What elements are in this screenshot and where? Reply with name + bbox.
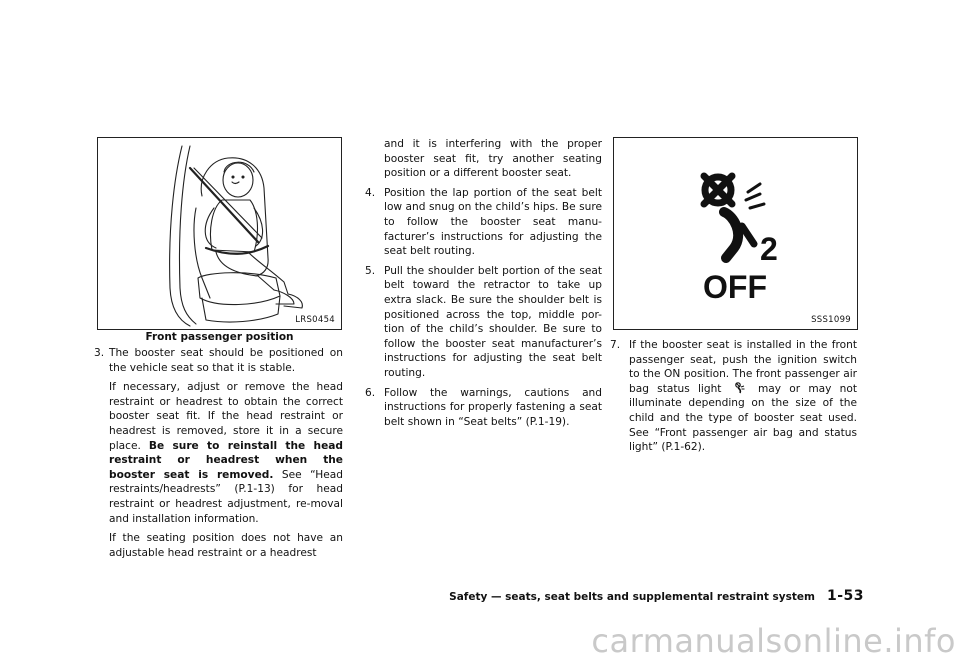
item-number: 6. [365, 386, 376, 399]
item-text: Position the lap portion of the seat belt low and snug on the child’s hips. Be sure to follow the booster seat manu-facturer’s instructions for adjusting the seat belt routing. [384, 186, 602, 258]
text-column-3 [610, 338, 858, 460]
item-number: 4. [365, 186, 376, 199]
list-item-7 [610, 338, 858, 455]
item-text: The booster seat should be positioned on the vehicle seat so that it is stable. [109, 347, 343, 374]
item-text: Pull the shoulder belt portion of the seat belt toward the retractor to take up extra slack. Be sure the shoulder belt is positioned across the top, middle por-tion of the child’s shoulder. Be sure to follow the booster seat manufacturer’s instructions for adjusting the seat belt routing. [384, 264, 602, 379]
figure-child-booster-seat [97, 137, 342, 330]
watermark-text: carmanualsonline.info [591, 622, 956, 660]
section-title: Safety — seats, seat belts and supplemental restraint system [449, 591, 815, 603]
figure-airbag-off-indicator [613, 137, 858, 330]
figure-code: LRS0454 [295, 315, 335, 325]
text-column-2 [365, 137, 602, 434]
page-footer [449, 588, 864, 604]
item-paragraph: If the seating position does not have an adjustable head restraint or a headrest [109, 532, 343, 559]
passenger-airbag-status-icon [734, 382, 746, 394]
item-text: Follow the warnings, cautions and instructions for properly fastening a seat belt shown in “Seat belts” (P.1-19). [384, 386, 602, 428]
item-text: If the booster seat is installed in the front passenger seat, push the ignition switch to the ON position. The front passenger air bag status light may or may not illuminate depending on the size of the child and the type of booster seat used. See “Front passenger air bag and status light” (P.1-62). [629, 339, 858, 454]
item-number: 7. [610, 339, 621, 351]
page-number: 1-53 [826, 588, 864, 604]
list-item-4 [365, 186, 602, 259]
figure-caption: Front passenger position [145, 331, 294, 343]
item-paragraph: If necessary, adjust or remove the head restraint or headrest to obtain the correct booster seat fit. If the head restraint or headrest is removed, store it in a secure place. Be sure to reinstall the head restraint or headrest when the booster seat is removed. See “Head restraints/headrests” (P.1-13) for head restraint or headrest adjustment, re-moval and installation information. [109, 381, 343, 525]
list-item-3-continued [368, 137, 602, 181]
warning-emphasis: Be sure to reinstall the head restraint or headrest when the booster seat is removed. [109, 439, 343, 481]
seat-number-label: 2 [760, 231, 778, 267]
item-number: 3. [94, 347, 105, 359]
list-item-5 [365, 264, 602, 381]
text-column-1 [94, 346, 343, 565]
list-item-3 [94, 346, 343, 560]
off-label: OFF [703, 269, 767, 305]
item-number: 5. [365, 264, 376, 277]
passenger-airbag-off-icon [614, 138, 857, 329]
list-item-6 [365, 386, 602, 430]
child-in-booster-seat-illustration [98, 138, 341, 329]
item-text: and it is interfering with the proper booster seat fit, try another seating position or a different booster seat. [384, 138, 602, 180]
figure-code: SSS1099 [811, 315, 851, 325]
